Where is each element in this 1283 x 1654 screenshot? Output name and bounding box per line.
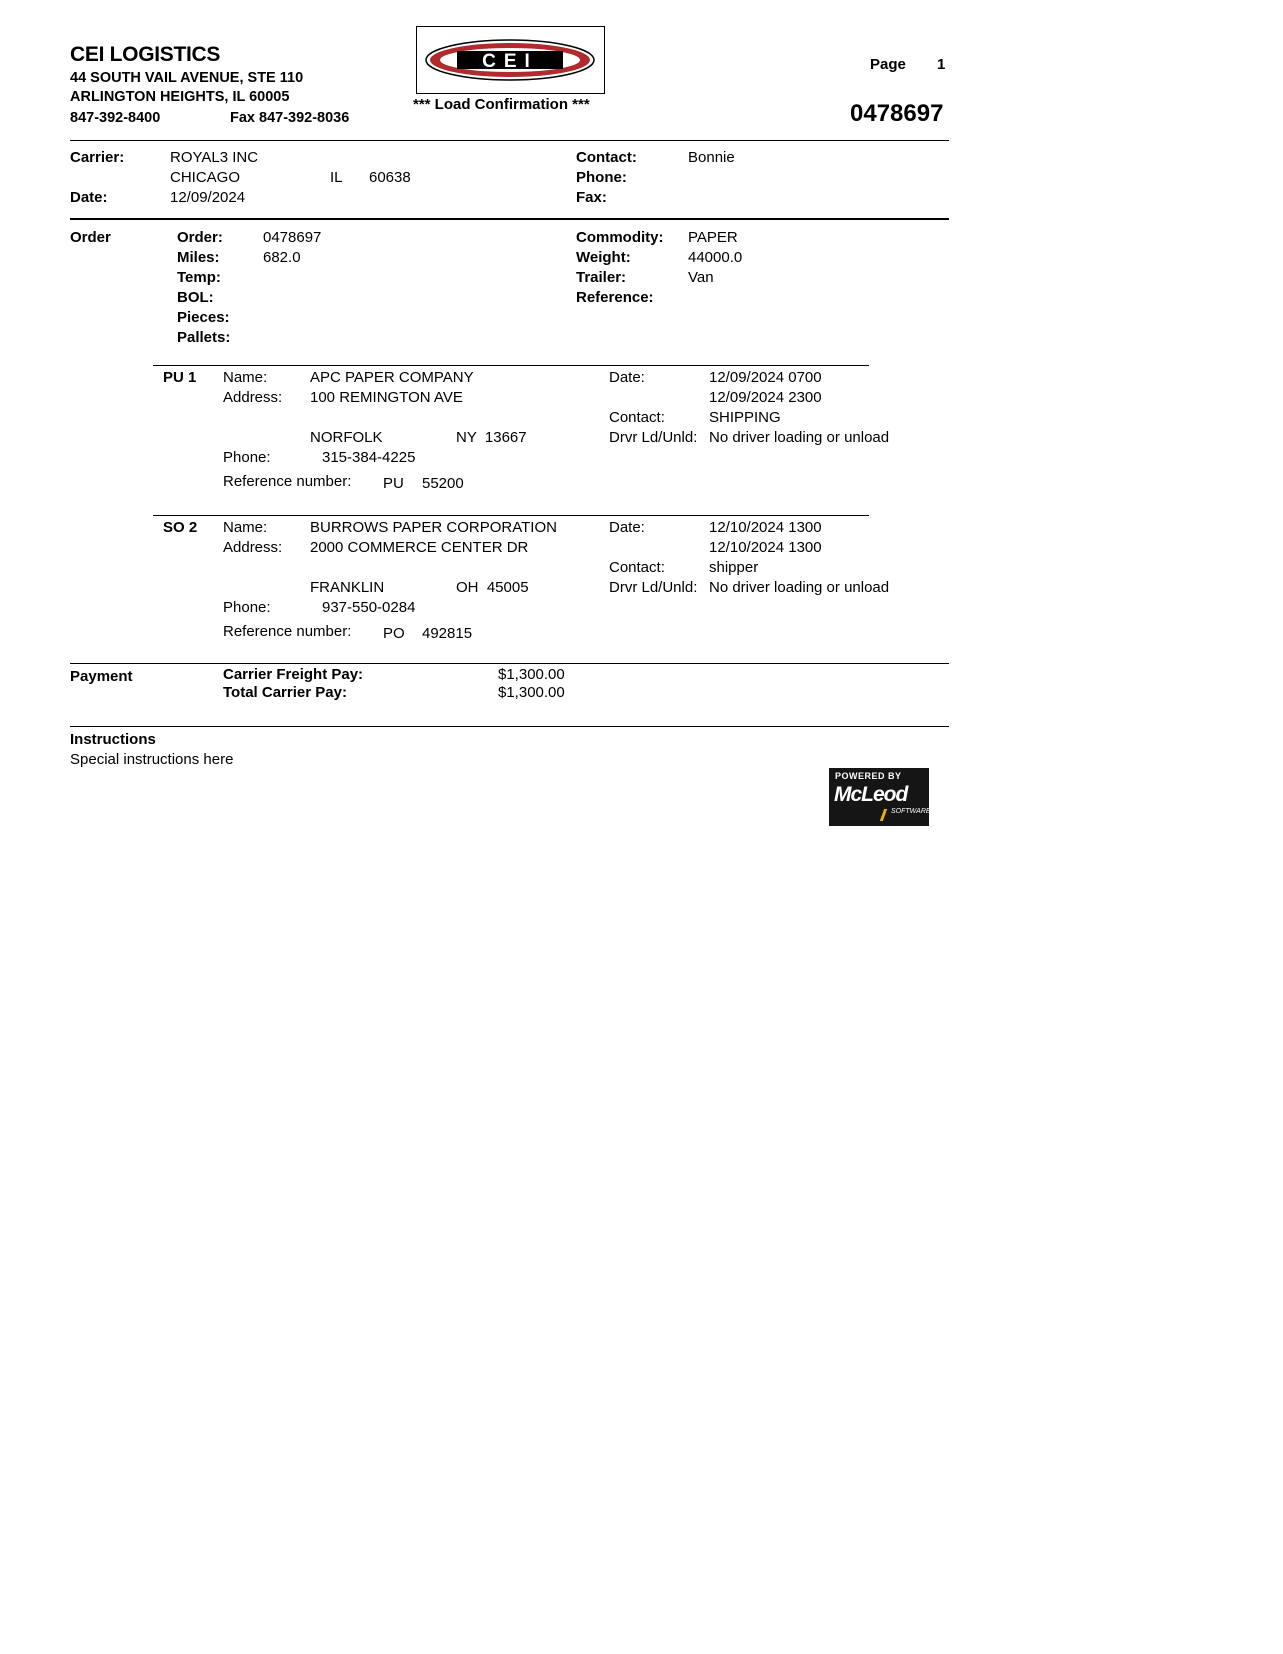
instructions-text: Special instructions here (70, 751, 234, 768)
stop-date-2: 12/10/2024 1300 (709, 539, 822, 556)
carrier-contact: Bonnie (688, 149, 735, 166)
stop-date-2: 12/09/2024 2300 (709, 389, 822, 406)
carrier-date-label: Date: (70, 189, 108, 206)
carrier-name: ROYAL3 INC (170, 149, 259, 166)
divider (70, 663, 949, 664)
miles-value: 682.0 (263, 249, 301, 266)
carrier-city: CHICAGO (170, 169, 241, 186)
divider (70, 218, 949, 220)
carrier-phone-label: Phone: (576, 169, 627, 186)
powered-by-text: POWERED BY (835, 771, 902, 781)
svg-text:CEI: CEI (482, 51, 538, 72)
carrier-fax-label: Fax: (576, 189, 607, 206)
lightning-icon (880, 809, 887, 821)
stop-date-label: Date: (609, 519, 645, 536)
bol-label: BOL: (177, 289, 214, 306)
stop-contact: shipper (709, 559, 759, 576)
stop-code: PU 1 (163, 369, 197, 386)
commodity-value: PAPER (688, 229, 738, 246)
trailer-value: Van (688, 269, 714, 286)
page-number: 1 (937, 56, 946, 73)
payment-section-label: Payment (70, 668, 133, 685)
company-name: CEI LOGISTICS (70, 43, 221, 66)
stop-phone: 315-384-4225 (322, 449, 416, 466)
mcleod-powered-by-logo (829, 768, 929, 826)
stop-city: FRANKLIN (310, 579, 385, 596)
total-carrier-pay-value: $1,300.00 (498, 684, 565, 701)
stop-date-1: 12/09/2024 0700 (709, 369, 822, 386)
company-address-line2: ARLINGTON HEIGHTS, IL 60005 (70, 89, 290, 105)
stop-contact: SHIPPING (709, 409, 781, 426)
stop-ref-label: Reference number: (223, 623, 352, 640)
company-fax: Fax 847-392-8036 (230, 110, 350, 126)
stop-date-label: Date: (609, 369, 645, 386)
cei-logo-icon (417, 27, 603, 92)
reference-label: Reference: (576, 289, 654, 306)
divider (70, 140, 949, 141)
weight-label: Weight: (576, 249, 631, 266)
commodity-label: Commodity: (576, 229, 664, 246)
pieces-label: Pieces: (177, 309, 230, 326)
trailer-label: Trailer: (576, 269, 627, 286)
company-address-line1: 44 SOUTH VAIL AVENUE, STE 110 (70, 70, 304, 86)
stop-name: BURROWS PAPER CORPORATION (310, 519, 557, 536)
company-phone: 847-392-8400 (70, 110, 161, 126)
stop-phone: 937-550-0284 (322, 599, 416, 616)
stop-address-label: Address: (223, 539, 283, 556)
stop-address: 2000 COMMERCE CENTER DR (310, 539, 529, 556)
stop-date-1: 12/10/2024 1300 (709, 519, 822, 536)
carrier-date: 12/09/2024 (170, 189, 246, 206)
stop-state-zip: NY 13667 (456, 429, 527, 446)
temp-label: Temp: (177, 269, 221, 286)
divider (70, 726, 949, 727)
carrier-zip: 60638 (369, 169, 411, 186)
divider (153, 365, 869, 366)
mcleod-brand-text: McLeod (834, 783, 908, 806)
carrier-freight-pay-value: $1,300.00 (498, 666, 565, 683)
stop-ref-label: Reference number: (223, 473, 352, 490)
carrier-contact-label: Contact: (576, 149, 637, 166)
page-label: Page (870, 56, 906, 73)
stop-contact-label: Contact: (609, 409, 665, 426)
carrier-label: Carrier: (70, 149, 125, 166)
stop-code: SO 2 (163, 519, 198, 536)
stop-name: APC PAPER COMPANY (310, 369, 474, 386)
stop-contact-label: Contact: (609, 559, 665, 576)
total-carrier-pay-label: Total Carrier Pay: (223, 684, 347, 701)
company-logo (416, 26, 605, 94)
stop-ref-value: 492815 (422, 625, 473, 642)
stop-state-zip: OH 45005 (456, 579, 529, 596)
carrier-freight-pay-label: Carrier Freight Pay: (223, 666, 364, 683)
order-section-label: Order (70, 229, 111, 246)
divider (153, 515, 869, 516)
stop-name-label: Name: (223, 519, 268, 536)
stop-drvr-label: Drvr Ld/Unld: (609, 579, 698, 596)
stop-address-label: Address: (223, 389, 283, 406)
stop-drvr: No driver loading or unload (709, 579, 890, 596)
stop-phone-label: Phone: (223, 449, 271, 466)
weight-value: 44000.0 (688, 249, 743, 266)
stop-name-label: Name: (223, 369, 268, 386)
stop-ref-type: PO (383, 625, 405, 642)
pallets-label: Pallets: (177, 329, 231, 346)
stop-phone-label: Phone: (223, 599, 271, 616)
miles-label: Miles: (177, 249, 220, 266)
instructions-label: Instructions (70, 731, 156, 748)
order-number-header: 0478697 (850, 100, 944, 127)
stop-ref-type: PU (383, 475, 404, 492)
stop-address: 100 REMINGTON AVE (310, 389, 463, 406)
stop-city: NORFOLK (310, 429, 383, 446)
order-label: Order: (177, 229, 223, 246)
software-text: SOFTWARE (891, 808, 931, 815)
stop-drvr: No driver loading or unload (709, 429, 890, 446)
stop-drvr-label: Drvr Ld/Unld: (609, 429, 698, 446)
stop-ref-value: 55200 (422, 475, 464, 492)
carrier-state: IL (330, 169, 343, 186)
order-value: 0478697 (263, 229, 322, 246)
document-title: *** Load Confirmation *** (413, 96, 590, 113)
